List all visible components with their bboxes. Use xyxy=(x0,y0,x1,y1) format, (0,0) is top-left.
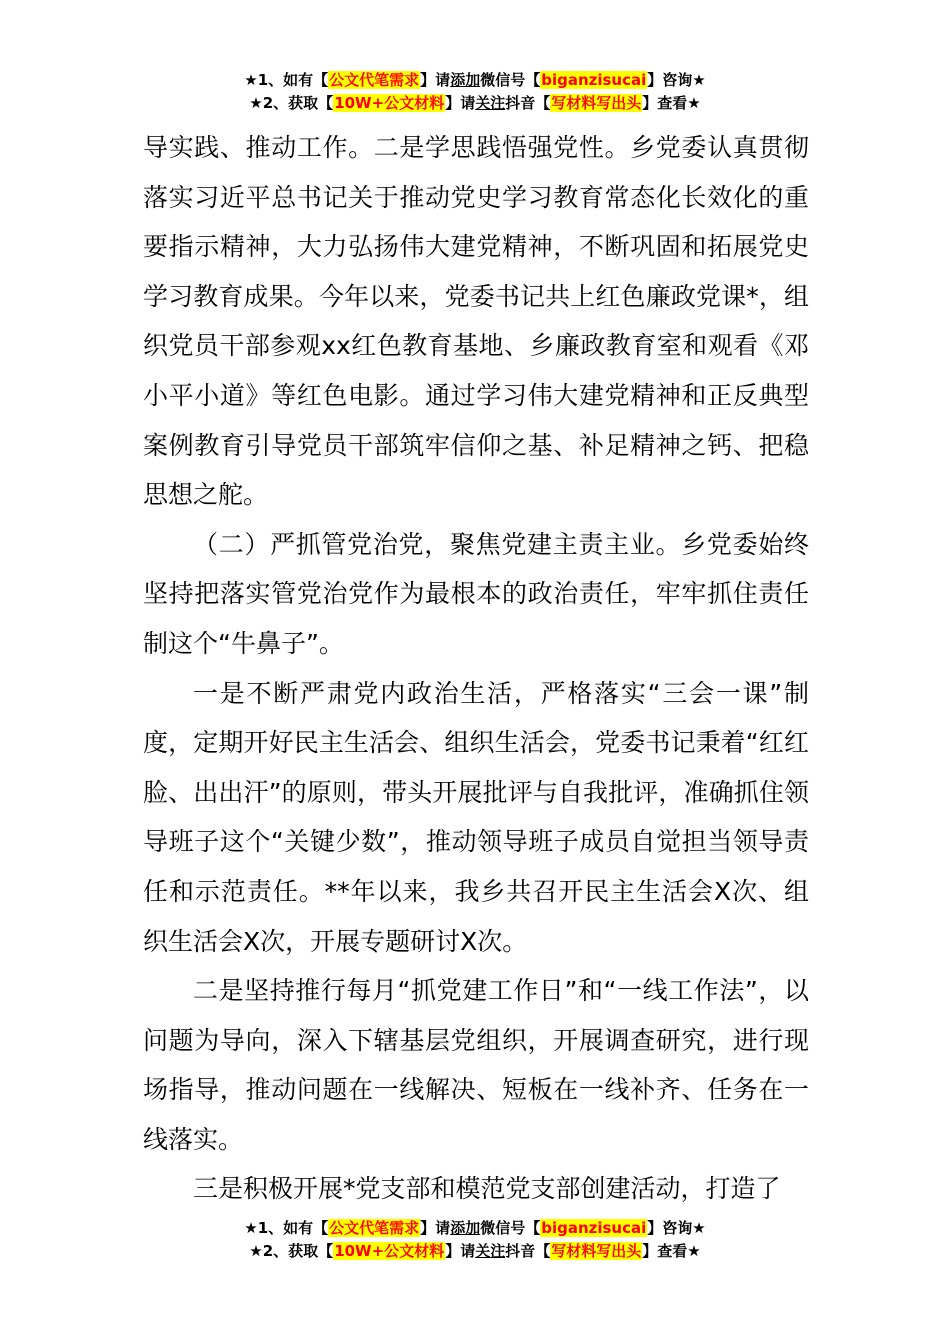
footer-line-1: ★1、如有【公文代笔需求】请添加微信号【biganzisucai】咨询★ xyxy=(244,1219,706,1237)
paragraph-4: 二是坚持推行每月“抓党建工作日”和“一线工作法”，以问题为导向，深入下辖基层党组织，开展调查研究，进行现场指导，推动问题在一线解决、短板在一线补齐、任务在一线落实。 xyxy=(143,976,809,1154)
highlight-wechat-id: biganzisucai xyxy=(541,71,647,89)
paragraph-2: （二）严抓管党治党，聚焦党建主责主业。乡党委始终坚持把落实管党治党作为最根本的政治责任，牢牢抓住责任制这个“牛鼻子”。 xyxy=(143,529,809,658)
highlight-service: 公文代笔需求 xyxy=(329,71,420,89)
footer-banner xyxy=(0,1217,950,1263)
paragraph-5: 三是积极开展*党支部和模范党支部创建活动，打造了 xyxy=(193,1174,781,1204)
footer-line-2: ★2、获取【10W+公文材料】请关注抖音【写材料写出头】查看★ xyxy=(249,1242,701,1260)
document-body xyxy=(143,123,809,1214)
banner-line-2: ★2、获取【10W+公文材料】请关注抖音【写材料写出头】查看★ xyxy=(249,94,701,112)
paragraph-3: 一是不断严肃党内政治生活，严格落实“三会一课”制度，定期开好民主生活会、组织生活会，党委书记秉着“红红脸、出出汗”的原则，带头开展批评与自我批评，准确抓住领导班子这个“关键少数”，推动领导班子成员自觉担当领导责任和示范责任。**年以来，我乡共召开民主生活会X次、组织生活会X次，开展专题研讨X次。 xyxy=(143,678,809,956)
highlight-douyin: 写材料写出头 xyxy=(551,94,642,112)
banner-line-1: ★1、如有【公文代笔需求】请添加微信号【biganzisucai】咨询★ xyxy=(244,71,706,89)
header-banner xyxy=(0,69,950,115)
paragraph-1: 导实践、推动工作。二是学思践悟强党性。乡党委认真贯彻落实习近平总书记关于推动党史学习教育常态化长效化的重要指示精神，大力弘扬伟大建党精神，不断巩固和拓展党史学习教育成果。今年以来，党委书记共上红色廉政党课*，组织党员干部参观xx红色教育基地、乡廉政教育室和观看《邓小平小道》等红色电影。通过学习伟大建党精神和正反典型案例教育引导党员干部筑牢信仰之基、补足精神之钙、把稳思想之舵。 xyxy=(143,133,809,510)
highlight-materials: 10W+公文材料 xyxy=(334,94,445,112)
